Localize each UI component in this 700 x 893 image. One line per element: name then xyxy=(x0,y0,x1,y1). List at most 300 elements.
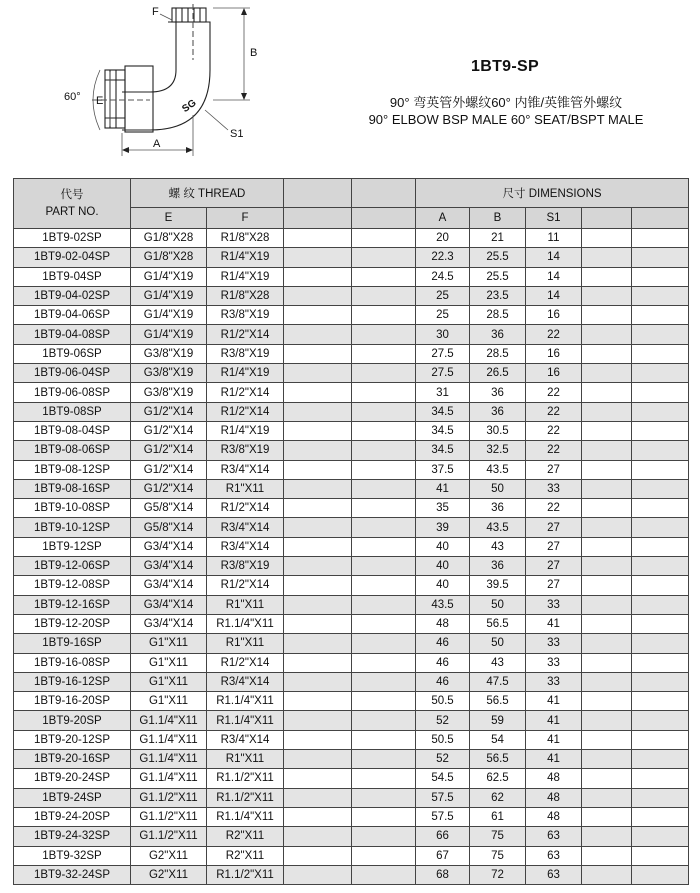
blank-cell xyxy=(632,421,689,440)
table-row xyxy=(14,788,689,807)
blank-cell xyxy=(352,499,416,518)
table-row xyxy=(14,518,689,537)
blank-cell xyxy=(632,229,689,248)
dim-a-cell: 40 xyxy=(416,537,470,556)
dim-a-cell: 46 xyxy=(416,634,470,653)
thread-f-cell: R1/4"X19 xyxy=(207,248,284,267)
blank-cell xyxy=(352,421,416,440)
thread-e-cell: G5/8"X14 xyxy=(131,518,207,537)
thread-e-cell: G3/4"X14 xyxy=(131,537,207,556)
dim-s1-cell: 22 xyxy=(526,383,582,402)
part-no-cell: 1BT9-08-06SP xyxy=(14,441,131,460)
part-no-cell: 1BT9-32-24SP xyxy=(14,865,131,884)
blank-cell xyxy=(632,402,689,421)
dim-s1-cell: 48 xyxy=(526,807,582,826)
blank-cell xyxy=(284,788,352,807)
table-row xyxy=(14,229,689,248)
blank-cell xyxy=(352,788,416,807)
label-s1: S1 xyxy=(230,128,244,140)
thread-f-cell: R1/2"X14 xyxy=(207,383,284,402)
dim-b-cell: 36 xyxy=(470,557,526,576)
dim-s1-cell: 27 xyxy=(526,557,582,576)
dim-s1-cell: 41 xyxy=(526,614,582,633)
table-row xyxy=(14,634,689,653)
thread-f-cell: R1/4"X19 xyxy=(207,267,284,286)
dim-a-cell: 37.5 xyxy=(416,460,470,479)
blank-cell xyxy=(352,537,416,556)
thread-f-cell: R3/8"X19 xyxy=(207,441,284,460)
dim-a-cell: 27.5 xyxy=(416,364,470,383)
blank-cell xyxy=(582,846,632,865)
label-a: A xyxy=(153,138,161,150)
dim-a-cell: 68 xyxy=(416,865,470,884)
dim-b-cell: 25.5 xyxy=(470,267,526,286)
blank-cell xyxy=(582,229,632,248)
logo-sg: SG xyxy=(180,97,199,115)
thread-e-cell: G1/2"X14 xyxy=(131,441,207,460)
top-thread-outline xyxy=(172,8,206,22)
thread-e-cell: G1/2"X14 xyxy=(131,402,207,421)
thread-e-cell: G1.1/4"X11 xyxy=(131,711,207,730)
blank-cell xyxy=(582,499,632,518)
dim-s1-cell: 63 xyxy=(526,846,582,865)
blank-cell xyxy=(284,499,352,518)
part-no-cell: 1BT9-12-16SP xyxy=(14,595,131,614)
dim-a-cell: 34.5 xyxy=(416,402,470,421)
dim-b-cell: 36 xyxy=(470,402,526,421)
dim-a-cell: 24.5 xyxy=(416,267,470,286)
blank-cell xyxy=(352,634,416,653)
thread-f-cell: R1/8"X28 xyxy=(207,286,284,305)
part-no-cell: 1BT9-02SP xyxy=(14,229,131,248)
thread-e-cell: G1/4"X19 xyxy=(131,325,207,344)
blank-cell xyxy=(352,460,416,479)
elbow-diagram xyxy=(0,0,320,170)
thread-f-cell: R1/4"X19 xyxy=(207,364,284,383)
part-no-cell: 1BT9-08-12SP xyxy=(14,460,131,479)
blank-cell xyxy=(582,286,632,305)
dim-b-cell: 28.5 xyxy=(470,344,526,363)
dim-a-cell: 22.3 xyxy=(416,248,470,267)
part-no-cell: 1BT9-06-04SP xyxy=(14,364,131,383)
dim-s1-cell: 14 xyxy=(526,267,582,286)
dim-a-cell: 25 xyxy=(416,306,470,325)
blank-cell xyxy=(352,325,416,344)
thread-e-cell: G1.1/2"X11 xyxy=(131,788,207,807)
blank-cell xyxy=(352,769,416,788)
thread-e-cell: G5/8"X14 xyxy=(131,499,207,518)
part-no-cell: 1BT9-10-12SP xyxy=(14,518,131,537)
blank-cell xyxy=(582,441,632,460)
table-row xyxy=(14,865,689,884)
dim-s1-cell: 27 xyxy=(526,460,582,479)
blank-cell xyxy=(284,441,352,460)
table-row xyxy=(14,827,689,846)
blank-cell xyxy=(284,364,352,383)
thread-e-cell: G1/4"X19 xyxy=(131,267,207,286)
blank-cell xyxy=(352,672,416,691)
dim-a-cell: 30 xyxy=(416,325,470,344)
dim-b-cell: 36 xyxy=(470,499,526,518)
dim-a-cell: 20 xyxy=(416,229,470,248)
thread-f-cell: R3/4"X14 xyxy=(207,537,284,556)
header-thread: 螺 纹 THREAD xyxy=(131,179,284,208)
thread-e-cell: G1.1/2"X11 xyxy=(131,807,207,826)
blank-cell xyxy=(632,653,689,672)
thread-e-cell: G1"X11 xyxy=(131,653,207,672)
thread-e-cell: G3/8"X19 xyxy=(131,364,207,383)
table-row xyxy=(14,730,689,749)
part-no-cell: 1BT9-02-04SP xyxy=(14,248,131,267)
part-no-cell: 1BT9-12-08SP xyxy=(14,576,131,595)
part-no-cell: 1BT9-08-16SP xyxy=(14,479,131,498)
header-b: B xyxy=(470,208,526,229)
dim-s1-cell: 14 xyxy=(526,248,582,267)
dim-s1-cell: 63 xyxy=(526,827,582,846)
part-no-cell: 1BT9-12-20SP xyxy=(14,614,131,633)
blank-cell xyxy=(284,692,352,711)
table-row xyxy=(14,267,689,286)
thread-e-cell: G1/4"X19 xyxy=(131,286,207,305)
thread-f-cell: R3/4"X14 xyxy=(207,730,284,749)
thread-e-cell: G1/4"X19 xyxy=(131,306,207,325)
blank-cell xyxy=(632,518,689,537)
thread-f-cell: R1/2"X14 xyxy=(207,499,284,518)
blank-cell xyxy=(632,479,689,498)
table-row xyxy=(14,576,689,595)
dim-a-cell: 25 xyxy=(416,286,470,305)
blank-cell xyxy=(632,807,689,826)
blank-cell xyxy=(582,479,632,498)
blank-cell xyxy=(352,653,416,672)
blank-cell xyxy=(582,769,632,788)
elbow-body-outline xyxy=(122,22,210,130)
thread-f-cell: R1.1/2"X11 xyxy=(207,865,284,884)
blank-cell xyxy=(352,711,416,730)
dim-b-cell: 26.5 xyxy=(470,364,526,383)
part-no-cell: 1BT9-24-32SP xyxy=(14,827,131,846)
blank-cell xyxy=(582,692,632,711)
table-row xyxy=(14,499,689,518)
blank-cell xyxy=(582,306,632,325)
table-row xyxy=(14,614,689,633)
blank-cell xyxy=(632,286,689,305)
dim-b-cell: 50 xyxy=(470,479,526,498)
table-row xyxy=(14,479,689,498)
dim-a-cell: 57.5 xyxy=(416,788,470,807)
part-no-cell: 1BT9-24SP xyxy=(14,788,131,807)
thread-f-cell: R1/2"X14 xyxy=(207,402,284,421)
side-nut-outline xyxy=(105,70,125,128)
dim-b-cell: 72 xyxy=(470,865,526,884)
blank-cell xyxy=(632,692,689,711)
thread-f-cell: R1.1/4"X11 xyxy=(207,807,284,826)
part-no-cell: 1BT9-06-08SP xyxy=(14,383,131,402)
thread-f-cell: R1/2"X14 xyxy=(207,325,284,344)
label-e: E xyxy=(96,95,104,107)
part-no-cell: 1BT9-12-06SP xyxy=(14,557,131,576)
blank-cell xyxy=(632,711,689,730)
dim-a-cell: 66 xyxy=(416,827,470,846)
dim-b-cell: 61 xyxy=(470,807,526,826)
dim-b-cell: 25.5 xyxy=(470,248,526,267)
subtitle-english: 90° ELBOW BSP MALE 60° SEAT/BSPT MALE xyxy=(368,112,644,127)
thread-e-cell: G1"X11 xyxy=(131,634,207,653)
dim-b-cell: 32.5 xyxy=(470,441,526,460)
dim-s1-cell: 41 xyxy=(526,750,582,769)
dim-a-cell: 34.5 xyxy=(416,421,470,440)
blank-cell xyxy=(582,788,632,807)
blank-cell xyxy=(632,595,689,614)
dim-a-cell: 39 xyxy=(416,518,470,537)
blank-cell xyxy=(632,499,689,518)
blank-cell xyxy=(352,364,416,383)
dim-s1-cell: 33 xyxy=(526,595,582,614)
part-no-cell: 1BT9-32SP xyxy=(14,846,131,865)
header-blank xyxy=(632,208,689,229)
thread-f-cell: R3/4"X14 xyxy=(207,518,284,537)
blank-cell xyxy=(284,595,352,614)
blank-cell xyxy=(284,653,352,672)
dim-b-cell: 56.5 xyxy=(470,692,526,711)
blank-cell xyxy=(284,344,352,363)
dim-b-cell: 56.5 xyxy=(470,614,526,633)
part-no-cell: 1BT9-04-08SP xyxy=(14,325,131,344)
blank-cell xyxy=(284,711,352,730)
blank-cell xyxy=(632,344,689,363)
dim-s1-cell: 33 xyxy=(526,653,582,672)
dim-b-cell: 56.5 xyxy=(470,750,526,769)
thread-f-cell: R3/8"X19 xyxy=(207,344,284,363)
part-no-cell: 1BT9-20-24SP xyxy=(14,769,131,788)
dim-s1-cell: 16 xyxy=(526,306,582,325)
blank-cell xyxy=(352,306,416,325)
dim-a-cell: 50.5 xyxy=(416,692,470,711)
dim-b-cell: 21 xyxy=(470,229,526,248)
blank-cell xyxy=(352,229,416,248)
table-row xyxy=(14,557,689,576)
table-row xyxy=(14,653,689,672)
thread-f-cell: R1"X11 xyxy=(207,750,284,769)
thread-e-cell: G1"X11 xyxy=(131,672,207,691)
blank-cell xyxy=(284,807,352,826)
dim-s1-cell: 11 xyxy=(526,229,582,248)
table-row xyxy=(14,595,689,614)
blank-cell xyxy=(284,402,352,421)
thread-f-cell: R1.1/4"X11 xyxy=(207,711,284,730)
dim-a-cell: 31 xyxy=(416,383,470,402)
dim-b-cell: 23.5 xyxy=(470,286,526,305)
blank-cell xyxy=(284,248,352,267)
blank-cell xyxy=(352,383,416,402)
dim-b-cell: 30.5 xyxy=(470,421,526,440)
subtitle-chinese: 90° 弯英管外螺纹60° 内锥/英锥管外螺纹 xyxy=(389,95,623,110)
blank-cell xyxy=(582,557,632,576)
dim-s1-cell: 22 xyxy=(526,325,582,344)
blank-cell xyxy=(582,653,632,672)
blank-cell xyxy=(284,383,352,402)
table-row xyxy=(14,750,689,769)
blank-cell xyxy=(352,557,416,576)
blank-cell xyxy=(352,595,416,614)
blank-cell xyxy=(632,730,689,749)
blank-cell xyxy=(582,248,632,267)
blank-cell xyxy=(284,325,352,344)
dim-s1-cell: 33 xyxy=(526,634,582,653)
dim-s1-cell: 22 xyxy=(526,421,582,440)
thread-e-cell: G3/4"X14 xyxy=(131,614,207,633)
blank-cell xyxy=(582,402,632,421)
thread-f-cell: R1"X11 xyxy=(207,479,284,498)
part-no-cell: 1BT9-12SP xyxy=(14,537,131,556)
blank-cell xyxy=(352,441,416,460)
blank-cell xyxy=(632,865,689,884)
thread-f-cell: R1/2"X14 xyxy=(207,653,284,672)
blank-cell xyxy=(284,769,352,788)
blank-cell xyxy=(352,865,416,884)
table-row xyxy=(14,364,689,383)
thread-f-cell: R1.1/2"X11 xyxy=(207,769,284,788)
blank-cell xyxy=(632,634,689,653)
blank-cell xyxy=(284,267,352,286)
blank-cell xyxy=(352,248,416,267)
dim-a-cell: 48 xyxy=(416,614,470,633)
blank-cell xyxy=(582,364,632,383)
thread-e-cell: G1/2"X14 xyxy=(131,460,207,479)
blank-cell xyxy=(582,325,632,344)
blank-cell xyxy=(582,614,632,633)
dim-a-cell: 40 xyxy=(416,557,470,576)
blank-cell xyxy=(582,827,632,846)
blank-cell xyxy=(632,383,689,402)
blank-cell xyxy=(352,576,416,595)
blank-cell xyxy=(632,576,689,595)
blank-cell xyxy=(284,846,352,865)
blank-cell xyxy=(582,267,632,286)
dim-s1-cell: 22 xyxy=(526,402,582,421)
blank-cell xyxy=(632,788,689,807)
blank-cell xyxy=(352,807,416,826)
dim-a-cell: 50.5 xyxy=(416,730,470,749)
part-no-cell: 1BT9-08SP xyxy=(14,402,131,421)
blank-cell xyxy=(284,634,352,653)
dim-a-cell: 46 xyxy=(416,672,470,691)
dim-s1-cell: 48 xyxy=(526,788,582,807)
blank-cell xyxy=(284,518,352,537)
thread-e-cell: G1.1/4"X11 xyxy=(131,750,207,769)
blank-cell xyxy=(632,325,689,344)
thread-e-cell: G2"X11 xyxy=(131,865,207,884)
blank-cell xyxy=(352,730,416,749)
thread-e-cell: G1/8"X28 xyxy=(131,248,207,267)
dim-a-cell: 34.5 xyxy=(416,441,470,460)
blank-cell xyxy=(284,827,352,846)
dim-b-cell: 39.5 xyxy=(470,576,526,595)
blank-cell xyxy=(582,383,632,402)
dim-a-cell: 46 xyxy=(416,653,470,672)
header-blank xyxy=(284,179,352,208)
blank-cell xyxy=(582,750,632,769)
table-row xyxy=(14,383,689,402)
dim-s1-cell: 41 xyxy=(526,692,582,711)
header-e: E xyxy=(131,208,207,229)
blank-cell xyxy=(632,672,689,691)
dim-s1-cell: 41 xyxy=(526,730,582,749)
thread-f-cell: R1"X11 xyxy=(207,595,284,614)
thread-f-cell: R1/2"X14 xyxy=(207,576,284,595)
label-b: B xyxy=(250,47,258,59)
dim-s1-cell: 16 xyxy=(526,364,582,383)
thread-e-cell: G1"X11 xyxy=(131,692,207,711)
blank-cell xyxy=(632,537,689,556)
thread-e-cell: G1/2"X14 xyxy=(131,479,207,498)
dim-a-cell: 54.5 xyxy=(416,769,470,788)
dim-b-cell: 43.5 xyxy=(470,460,526,479)
blank-cell xyxy=(352,846,416,865)
table-row xyxy=(14,325,689,344)
blank-cell xyxy=(352,402,416,421)
thread-f-cell: R1.1/4"X11 xyxy=(207,614,284,633)
thread-e-cell: G1.1/4"X11 xyxy=(131,730,207,749)
thread-e-cell: G3/4"X14 xyxy=(131,557,207,576)
thread-e-cell: G1/8"X28 xyxy=(131,229,207,248)
blank-cell xyxy=(352,344,416,363)
spec-table xyxy=(13,178,689,885)
blank-cell xyxy=(284,306,352,325)
blank-cell xyxy=(284,421,352,440)
dim-s1-cell: 33 xyxy=(526,672,582,691)
table-row xyxy=(14,537,689,556)
blank-cell xyxy=(632,441,689,460)
blank-cell xyxy=(284,730,352,749)
part-no-cell: 1BT9-10-08SP xyxy=(14,499,131,518)
header-blank xyxy=(352,179,416,208)
dim-b-cell: 36 xyxy=(470,325,526,344)
dim-b-cell: 62.5 xyxy=(470,769,526,788)
dim-b-cell: 47.5 xyxy=(470,672,526,691)
thread-e-cell: G3/4"X14 xyxy=(131,576,207,595)
table-row xyxy=(14,692,689,711)
blank-cell xyxy=(284,537,352,556)
dim-b-cell: 43.5 xyxy=(470,518,526,537)
blank-cell xyxy=(582,344,632,363)
blank-cell xyxy=(284,460,352,479)
dim-s1-cell: 33 xyxy=(526,479,582,498)
blank-cell xyxy=(582,807,632,826)
dim-a-cell: 27.5 xyxy=(416,344,470,363)
header-blank xyxy=(284,208,352,229)
blank-cell xyxy=(284,229,352,248)
table-row xyxy=(14,672,689,691)
dim-b-cell: 43 xyxy=(470,653,526,672)
thread-e-cell: G2"X11 xyxy=(131,846,207,865)
table-row xyxy=(14,846,689,865)
thread-e-cell: G3/8"X19 xyxy=(131,344,207,363)
dim-a-cell: 41 xyxy=(416,479,470,498)
table-row xyxy=(14,402,689,421)
dim-s1-cell: 14 xyxy=(526,286,582,305)
part-no-cell: 1BT9-04SP xyxy=(14,267,131,286)
blank-cell xyxy=(582,634,632,653)
table-row xyxy=(14,286,689,305)
header-blank xyxy=(352,208,416,229)
blank-cell xyxy=(582,711,632,730)
dim-b-cell: 50 xyxy=(470,634,526,653)
blank-cell xyxy=(352,479,416,498)
header-dimensions: 尺寸 DIMENSIONS xyxy=(416,179,689,208)
part-no-cell: 1BT9-16-12SP xyxy=(14,672,131,691)
part-no-cell: 1BT9-20-16SP xyxy=(14,750,131,769)
